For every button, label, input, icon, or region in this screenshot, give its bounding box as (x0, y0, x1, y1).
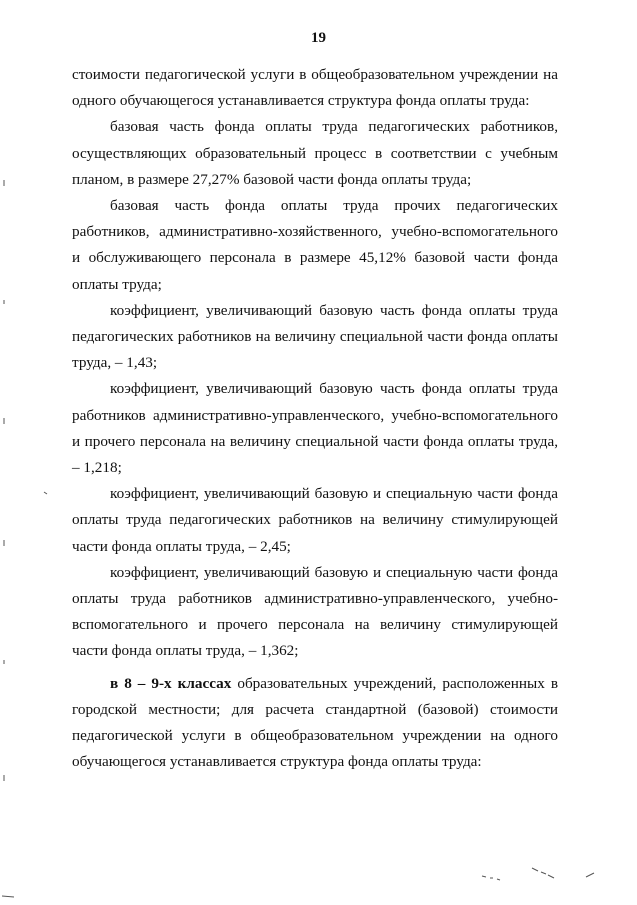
paragraph-continuation: стоимости педагогической услуги в общеобразовательном учреждении на одного обучающегося устанавливается структура фонда оплаты труда: (72, 66, 558, 110)
paragraph-coef-special-teachers: коэффициент, увеличивающий базовую часть фонда оплаты труда педагогических работников на величину специальной части фонда оплаты труда, – 1,43; (72, 301, 558, 372)
paragraph-coef-stimulating-teachers: коэффициент, увеличивающий базовую и специальную части фонда оплаты труда педагогических работников на величину стимулирующей части фонда оплаты труда, – 2,45; (72, 485, 558, 555)
paragraph-coef-special-admin: коэффициент, увеличивающий базовую часть фонда оплаты труда работников административно-управленческого, учебно-вспомогательного и прочего персонала на величину специальной части фонда оплаты труда, – 1,218; (72, 380, 558, 477)
paragraph-base-part-other-staff: базовая часть фонда оплаты труда прочих педагогических работников, административно-хозяйственного, учебно-вспомогательного и обслуживающего персонала в размере 45,12% базовой части фонда оплаты труда; (72, 197, 558, 293)
page-number: 19 (311, 30, 326, 46)
bold-lead-grades: в 8 – 9-х классах (110, 674, 232, 692)
paragraph-grades-8-9 (72, 671, 558, 776)
paragraph-grades-text: образовательных учреждений, расположенных в городской местности; для расчета стандартной (базовой) стоимости педагогической услуги в общеобразовательном учреждении на одного обучающегося устанавливается структура фонда оплаты труда: (72, 674, 558, 771)
document-body (72, 62, 558, 775)
paragraph-coef-stimulating-admin: коэффициент, увеличивающий базовую и специальную части фонда оплаты труда работников административно-управленческого, учебно-вспомогательного и прочего персонала на величину стимулирующей части фонда оплаты труда, – 1,362; (72, 563, 558, 660)
paragraph-base-part-teachers: базовая часть фонда оплаты труда педагогических работников, осуществляющих образовательный процесс в соответствии с учебным планом, в размере 27,27% базовой части фонда оплаты труда; (72, 118, 558, 188)
